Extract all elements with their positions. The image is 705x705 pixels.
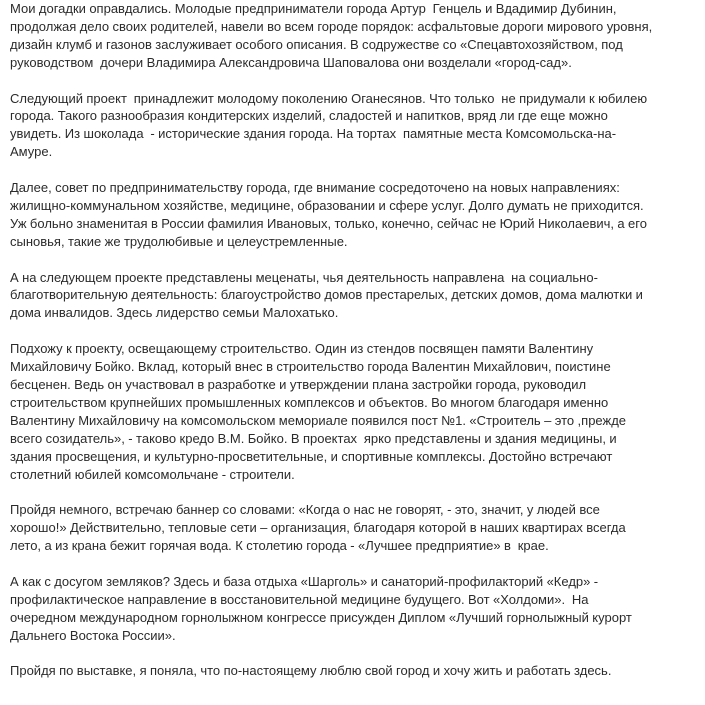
text-line: здания просвещения, и культурно-просветительные, и спортивные комплексы. Достойно встречают [10,448,613,464]
text-line: Пройдя по выставке, я поняла, что по-настоящему люблю свой город и хочу жить и работать здесь. [10,663,612,679]
paragraph [10,90,701,162]
paragraph [10,340,701,483]
text-line: строительством крупнейших промышленных комплексов и объектов. Во многом благодаря именно [10,394,609,410]
text-line: бесценен. Ведь он участвовал в разработке и утверждении плана застройки города, руководил [10,376,587,392]
text-line: Амуре. [10,144,53,160]
paragraph [10,0,701,72]
text-line: жилищно-коммунальном хозяйстве, медицине, образовании и сфере услуг. Долго думать не приходится. [10,197,644,213]
text-line: города. Такого разнообразия кондитерских изделий, сладостей и напитков, вряд ли где еще можно [10,108,608,124]
text-line: руководством дочери Владимира Александровича Шаповалова они возделали «город-сад». [10,54,572,70]
text-line: Валентину Михайловичу на комсомольском мемориале появился пост №1. «Строитель – это ,прежде [10,412,627,428]
paragraph [10,662,701,680]
text-line: Михайловичу Бойко. Вклад, который внес в строительство города Валентин Михайлович, поистине [10,359,611,375]
paragraph [10,269,701,323]
text-line: сыновья, такие же трудолюбивые и целеустремленные. [10,233,348,249]
paragraph [10,573,701,645]
text-line: столетний юбилей комсомольчане - строители. [10,466,295,482]
paragraph [10,179,701,251]
text-line: Дальнего Востока России». [10,627,176,643]
text-line: хорошо!» Действительно, тепловые сети – организация, благодаря которой в наших квартирах всегда [10,520,626,536]
text-line: благотворительную деятельность: благоустройство домов престарелых, детских домов, дома малютки и [10,287,643,303]
text-line: Далее, совет по предпринимательству города, где внимание сосредоточено на новых направлениях: [10,180,620,196]
paragraph [10,501,701,555]
text-line: профилактическое направление в восстановительной медицине будущего. Вот «Холдоми». На [10,591,589,607]
text-line: лето, а из крана бежит горячая вода. К столетию города - «Лучшее предприятие» в крае. [10,538,549,554]
text-line: дизайн клумб и газонов заслуживает особого описания. В содружестве со «Спецавтохозяйством, под [10,36,623,52]
text-line: Мои догадки оправдались. Молодые предприниматели города Артур Генцель и Вдадимир Дубинин, [10,1,617,16]
text-line: Подхожу к проекту, освещающему строительство. Один из стендов посвящен памяти Валентину [10,341,594,357]
text-line: А на следующем проекте представлены меценаты, чья деятельность направлена на социально- [10,269,598,285]
text-line: всего созидатель», - таково кредо В.М. Бойко. В проектах ярко представлены и здания медицины, и [10,430,617,446]
text-line: продолжая дело своих родителей, навели во всем городе порядок: асфальтовые дороги мирового уровня, [10,18,653,34]
text-line: Следующий проект принадлежит молодому поколению Оганесянов. Что только не придумали к юбилею [10,90,648,106]
text-line: очередном международном горнолыжном конгрессе присужден Диплом «Лучший горнолыжный курорт [10,609,632,625]
text-line: Уж больно знаменитая в России фамилия Ивановых, только, конечно, сейчас не Юрий Николаевич, а его [10,215,647,231]
text-line: Пройдя немного, встречаю баннер со словами: «Когда о нас не говорят, - это, значит, у людей все [10,502,600,518]
text-line: увидеть. Из шоколада - исторические здания города. На тортах памятные места Комсомольска-на- [10,126,617,142]
text-line: А как с досугом земляков? Здесь и база отдыха «Шарголь» и санаторий-профилакторий «Кедр» - [10,573,599,589]
text-line: дома инвалидов. Здесь лидерство семьи Малохатько. [10,305,339,321]
